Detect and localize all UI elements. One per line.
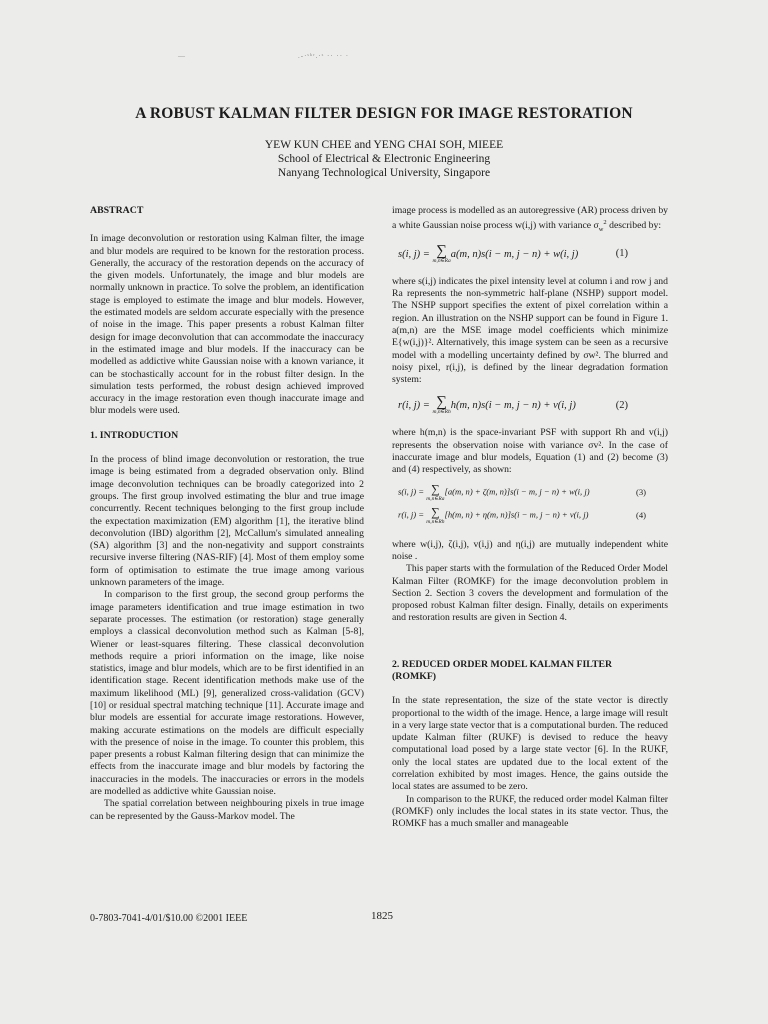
right-paragraph-4: where w(i,j), ζ(i,j), v(i,j) and η(i,j) are mutually independent white noise . [392, 538, 668, 562]
equation-2: r(i, j) = ∑ m,n∈Rh h(m, n)s(i − m, j − n) + v(i, j) (2) [398, 394, 628, 416]
intro-paragraph-2: In comparison to the first group, the second group performs the image parameters identification and true image estimation in two separate processes. The estimation (or restoration) stage generally employs a classical deconvolution method such as Kalman [5-8], Wiener or least-squares filtering. These classical deconvolution methods require a priori information on the image, like noise statistics, image and blur models, which are to be first identified in an identification stage. Recent identification methods make use of the maximum likelihood (ML) [9], generalized cross-validation (GCV) [10] or residual spectral matching technique [11]. Accurate image and blur models are essential for accurate image restorations. However, making accurate estimations on the models are difficult especially with the presence of noise in the image. To counter this problem, this paper presents a robust Kalman filtering design that can minimize the effects from the inaccurate image and blur models by factoring the inaccuracies in the models. The inaccuracies or errors in the models are modelled as addictive white Gaussian noise. [90, 589, 364, 798]
authors: YEW KUN CHEE and YENG CHAI SOH, MIEEE [264, 139, 504, 151]
equation-1: s(i, j) = ∑ m,n∈Ra a(m, n)s(i − m, j − n) + w(i, j) (1) [398, 242, 628, 264]
right-paragraph-6: In the state representation, the size of the state vector is directly proportional to the width of the image. Hence, a large image will result in a very large state vector that is a computational burden. The reduced update Kalman filter (RUKF) is devised to reduce the heavy computational load posed by a large state vector [6]. In the RUKF, only the local states are updated due to the local extent of the correlation exhibited by most images. Hence, the gains outside the local states are assumed to be zero. [392, 695, 668, 793]
right-paragraph-3: where h(m,n) is the space-invariant PSF with support Rh and v(i,j) represents the observation noise with variance σv². In the case of inaccurate image and blur models, Equation (1) and (2) become (3) and (4) respectively, as shown: [392, 427, 668, 476]
right-column [392, 205, 668, 831]
footer-isbn: 0-7803-7041-4/01/$10.00 ©2001 IEEE [90, 913, 248, 924]
equation-4-number: (4) [635, 509, 646, 520]
intro-paragraph-3: The spatial correlation between neighbouring pixels in true image can be represented by the Gauss-Markov model. The [90, 798, 364, 822]
equation-3: s(i, j) = ∑ m,n∈Ra [a(m, n) + ζ(m, n)]s(i − m, j − n) + w(i, j) (3) [398, 481, 646, 502]
right-paragraph-5: This paper starts with the formulation of the Reduced Order Model Kalman Filter (ROMKF) for the image deconvolution problem in Section 2. Section 3 covers the development and formulation of the proposed robust Kalman filter design. Finally, details on experiments and restoration results are given in Section 4. [392, 563, 668, 624]
equation-4: r(i, j) = ∑ m,n∈Rh [h(m, n) + η(m, n)]s(i − m, j − n) + v(i, j) (4) [398, 504, 646, 525]
section-2-heading-line-1: 2. REDUCED ORDER MODEL KALMAN FILTER [392, 658, 613, 670]
abstract-text: In image deconvolution or restoration using Kalman filter, the image and blur models are required to be known for the restoration process. Generally, the accuracy of the restoration depends on the accuracy of the given models. Unfortunately, the image and blur models are normally unknown in practice. To solve the problem, an identification stage is employed to estimate the image and blur models. However, the estimated models are seldom accurate especially with the presence of noise in the image. This paper presents a robust Kalman filter design for image deconvolution that can accommodate the inaccuracy in the estimated image and blur models. If the inaccuracy can be modelled as addictive white Gaussian noise with a known variance, it can be stochastically account for in the robust filter design. In the simulation tests performed, the robust design achieved improved accuracy in the image restoration even though inaccurate image and blur models were used. [90, 233, 364, 417]
section-2-heading-line-2: (ROMKF) [392, 671, 437, 682]
introduction-heading: 1. INTRODUCTION [90, 429, 179, 441]
left-column [90, 205, 364, 823]
university: Nanyang Technological University, Singapore [277, 167, 491, 179]
equation-1-number: (1) [615, 248, 628, 260]
header-scan-mark: — [178, 52, 186, 60]
right-paragraph-1: image process is modelled as an autoregressive (AR) process driven by a white Gaussian noise process w(i,j) with variance $\sigma_w^2$ described by: [392, 205, 669, 234]
right-paragraph-7: In comparison to the RUKF, the reduced order model Kalman filter (ROMKF) only includes the local states in its state vector. Thus, the ROMKF has a much smaller and manageable [392, 793, 668, 830]
intro-paragraph-1: In the process of blind image deconvolution or restoration, the true image is being estimated from a degraded observation only. Blind image deconvolution techniques can be broadly categorized into 2 groups. The first group involved estimating the blur and true image concurrently. Recent techniques belonging to the first group include the expectation maximization (EM) algorithm [1], the iterative blind deconvolution (IBD) algorithm [2], McCallum's simulated annealing (SA) algorithm [3] and the non-negativity and support constraints recursive inverse filtering (NAS-RIF) [4]. Most of them employ some form of optimisation to estimate the true image among various unknown parameters of the image. [90, 454, 364, 589]
equation-3-number: (3) [635, 486, 646, 497]
right-paragraph-2: where s(i,j) indicates the pixel intensity level at column i and row j and Ra represents the non-symmetric half-plane (NSHP) support model. The NSHP support specifies the extent of pixel correlation within a region. An illustration on the NSHP support can be found in Figure 1. a(m,n) are the MSE image model coefficients which minimize E{w(i,j)}². Alternatively, this image system can be seen as a recursive model with a modelling uncertainty defined by σw². The blurred and noisy pixel, r(i,j), is defined by the linear degradation formation system: [392, 275, 668, 386]
abstract-heading: ABSTRACT [90, 205, 144, 216]
paper-title: A ROBUST KALMAN FILTER DESIGN FOR IMAGE RESTORATION [135, 105, 633, 122]
equation-2-number: (2) [615, 399, 628, 411]
header-scan-smudge: .-·ˢᵏʳ.·ˢ ·· ·· · [298, 52, 350, 60]
page-number: 1825 [371, 910, 393, 922]
department: School of Electrical & Electronic Engineering [277, 153, 491, 165]
